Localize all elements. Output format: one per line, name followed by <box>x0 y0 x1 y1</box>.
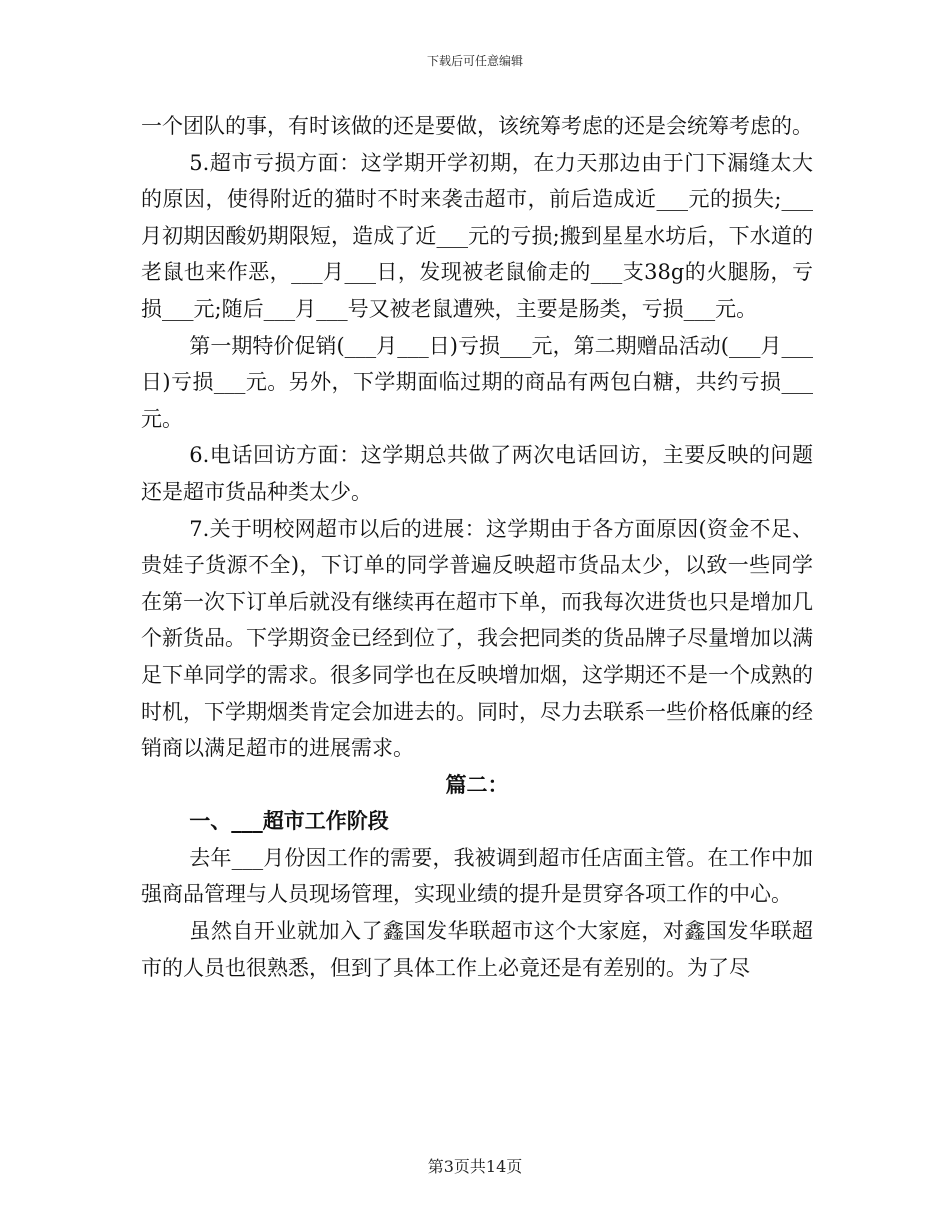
paragraph-promotion-loss: 第一期特价促销(___月___日)亏损___元，第二期赠品活动(___月___日)亏损___元。另外，下学期面临过期的商品有两包白糖，共约亏损___元。 <box>141 333 813 431</box>
paragraph-intro: 去年___月份因工作的需要，我被调到超市任店面主管。在工作中加强商品管理与人员现场管理，实现业绩的提升是贯穿各项工作的中心。 <box>141 845 813 907</box>
paragraph-continuation: 一个团队的事，有时该做的还是要做，该统筹考虑的还是会统筹考虑的。 <box>141 114 813 138</box>
document-body <box>141 108 813 986</box>
paragraph-item-5: 5.超市亏损方面：这学期开学初期，在力天那边由于门下漏缝太大的原因，使得附近的猫时不时来袭击超市，前后造成近___元的损失;___月初期因酸奶期限短，造成了近___元的亏损;搬到星星水坊后，下水道的老鼠也来作恶，___月___日，发现被老鼠偷走的___支38g的火腿肠，亏损___元;随后___月___号又被老鼠遭殃，主要是肠类，亏损___元。 <box>141 150 813 321</box>
paragraph-item-6: 6.电话回访方面：这学期总共做了两次电话回访，主要反映的问题还是超市货品种类太少。 <box>141 443 813 504</box>
page-header: 下载后可任意编辑 <box>426 54 523 68</box>
page-footer: 第3页共14页 <box>427 1157 523 1176</box>
paragraph-body: 虽然自开业就加入了鑫国发华联超市这个大家庭，对鑫国发华联超市的人员也很熟悉，但到了具体工作上必竟还是有差别的。为了尽 <box>141 919 813 980</box>
section-heading: 一、___超市工作阶段 <box>189 808 389 834</box>
section-title: 篇二： <box>445 771 509 797</box>
paragraph-item-7: 7.关于明校网超市以后的进展：这学期由于各方面原因(资金不足、贵娃子货源不全)，下订单的同学普遍反映超市货品太少，以致一些同学在第一次下订单后就没有继续再在超市下单，而我每次进货也只是增加几个新货品。下学期资金已经到位了，我会把同类的货品牌子尽量增加以满足下单同学的需求。很多同学也在反映增加烟，这学期还不是一个成熟的时机，下学期烟类肯定会加进去的。同时，尽力去联系一些价格低廉的经销商以满足超市的进展需求。 <box>141 516 813 761</box>
